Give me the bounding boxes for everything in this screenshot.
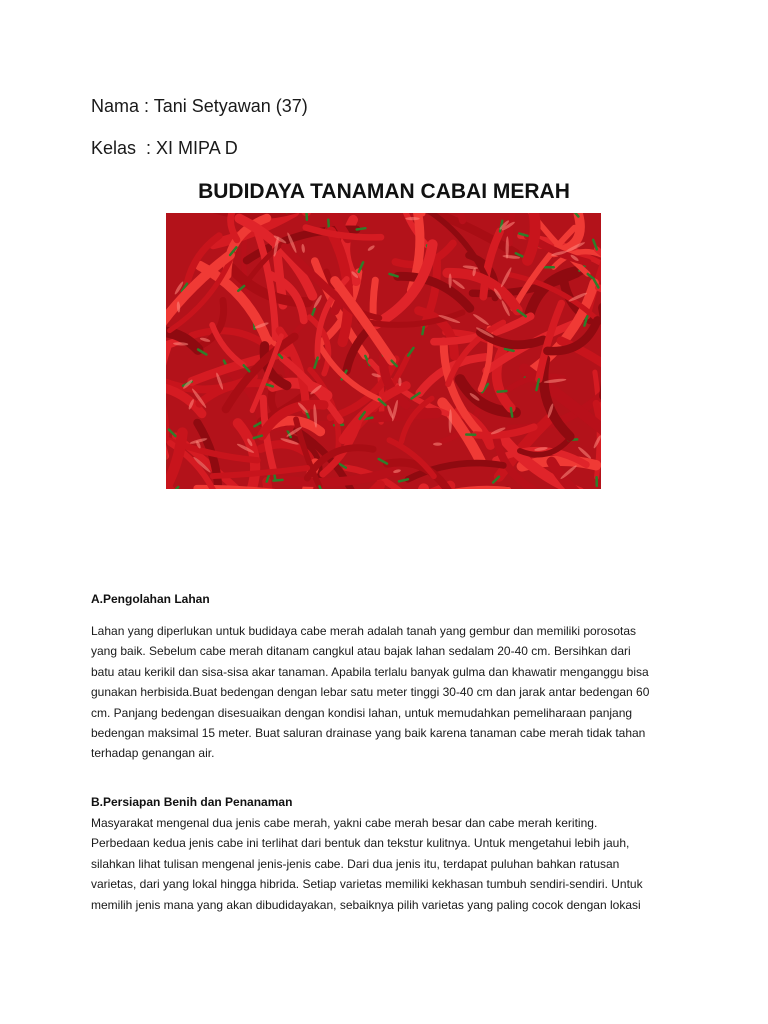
chili-highlight — [398, 378, 401, 387]
paragraph-line: varietas, dari yang lokal hingga hibrida. Setiap varietas memiliki kekhasan tumbuh sendiri-sendiri. Untuk — [91, 877, 643, 892]
chili-pepper — [372, 413, 436, 418]
student-class: Kelas : XI MIPA D — [91, 138, 238, 158]
paragraph-line: gunakan herbisida.Buat bedengan dengan lebar satu meter tinggi 30-40 cm dan jarak antar bedengan 60 — [91, 685, 650, 700]
chili-stem — [498, 391, 507, 392]
chili-stem — [511, 408, 512, 417]
chili-stem — [357, 228, 366, 229]
chili-peppers-photo — [166, 213, 601, 489]
chili-highlight — [433, 443, 442, 446]
student-name: Nama : Tani Setyawan (37) — [91, 96, 308, 116]
section-heading-pengolahan-lahan: A.Pengolahan Lahan — [91, 592, 210, 606]
paragraph-line: terhadap genangan air. — [91, 746, 215, 761]
chili-stem — [306, 213, 307, 220]
chili-illustration — [166, 213, 601, 489]
chili-highlight — [405, 217, 419, 220]
paragraph-line: batu atau kerikil dan sisa-sisa akar tanaman. Apabila terlalu banyak gulma dan khawatir menganggu bisa — [91, 664, 649, 679]
paragraph-line: Lahan yang diperlukan untuk budidaya cabe merah adalah tanah yang gembur dan memiliki porosotas — [91, 624, 637, 638]
section-heading-persiapan-benih: B.Persiapan Benih dan Penanaman — [91, 795, 293, 809]
paragraph-line: silahkan lihat tulisan mengenal jenis-jenis cabe. Dari dua jenis itu, terdapat puluhan bahkan ratusan — [91, 856, 620, 871]
paragraph-line: Masyarakat mengenal dua jenis cabe merah, yakni cabe merah besar dan cabe merah keriting. — [91, 816, 598, 830]
paragraph-line: memilih jenis mana yang akan dibudidayakan, sebaiknya pilih varietas yang paling cocok dengan lokasi — [91, 897, 641, 912]
paragraph-line: bedengan maksimal 15 meter. Buat saluran drainase yang baik karena tanaman cabe merah tidak tahan — [91, 726, 646, 741]
document-title: BUDIDAYA TANAMAN CABAI MERAH — [198, 180, 570, 203]
paragraph-line: cm. Panjang bedengan disesuaikan dengan kondisi lahan, untuk memudahkan pemeliharaan panjang — [91, 705, 633, 720]
paragraph-line: yang baik. Sebelum cabe merah ditanam cangkul atau bajak lahan sedalam 20-40 cm. Bersihkan dari — [91, 644, 631, 659]
section-body-persiapan-benih — [91, 813, 691, 915]
section-body-pengolahan-lahan — [91, 621, 691, 764]
chili-highlight — [449, 274, 452, 289]
paragraph-line: Perbedaan kedua jenis cabe ini terlihat dari bentuk dan tekstur kulitnya. Untuk mengetahui lebih jauh, — [91, 836, 630, 851]
